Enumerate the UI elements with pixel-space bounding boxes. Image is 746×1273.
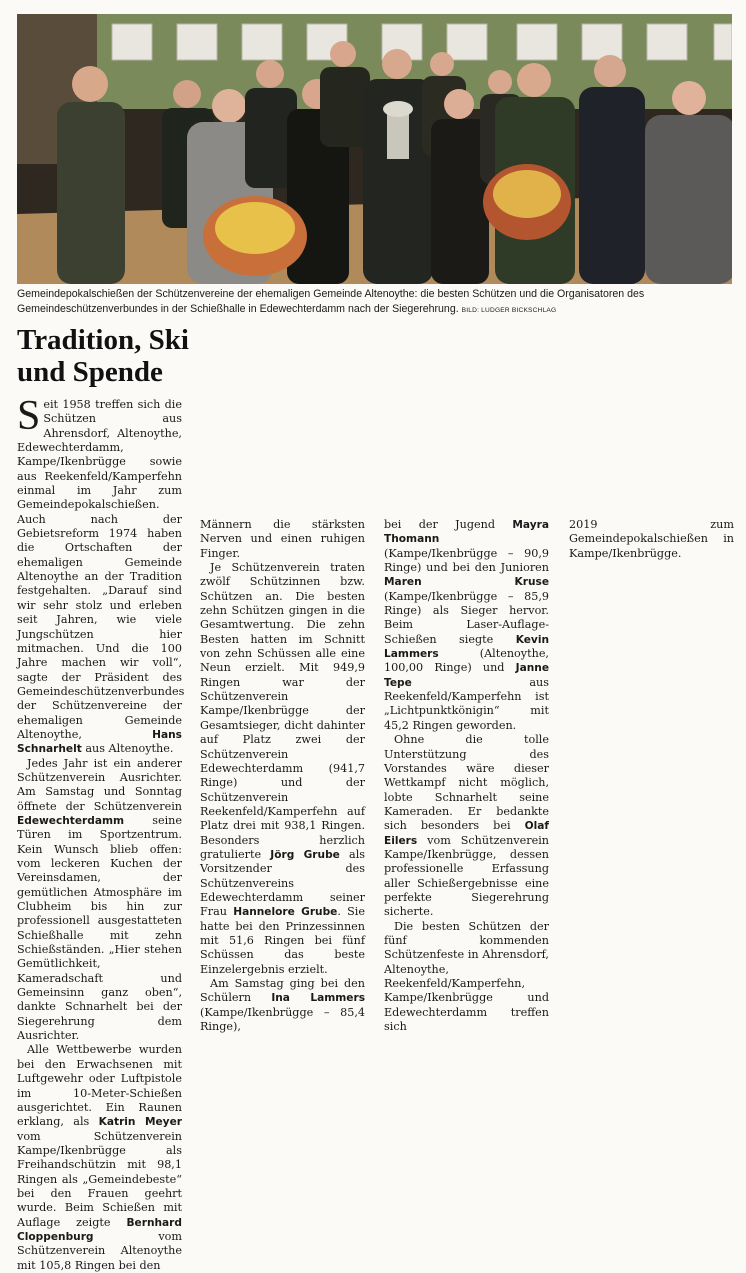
- paragraph: [384, 733, 549, 919]
- text-run: eit 1958 treffen sich die Schützen aus Ahrensdorf, Altenoythe, Edewechterdamm, Kampe/Ikenbrügge sowie aus Reekenfeld/Kamperfehn einmal im Jahr zum Gemeindepokalschießen. Auch nach der Gebietsreform 1974 haben die Ortschaften der ehemaligen Gemeinde Altenoythe an der Tradition festgehalten. „Darauf sind wir sehr stolz und erleben seit Jahren, wie viele Jungschützen hier mitmachen. Und die 100 Jahre machen wir voll“, sagte der Präsident des Gemeindeschützenverbundes der Schützenvereine der ehemaligen Gemeinde Altenoythe,: [17, 398, 185, 741]
- person-name: Hans Schnarhelt: [17, 728, 182, 756]
- text-run: seine Türen im Sportzentrum. Kein Wunsch blieb offen: vom leckeren Kuchen der Vereinsdamen, der gemütlichen Atmosphäre im Clubheim bis hin zur professionell ausgestatteten Schießhalle mit zehn Schießständen. „Hier stehen Gemütlichkeit, Kameradschaft und Gemeinsinn ganz oben“, dankte Schnarhelt bei der Siegerehrung dem Ausrichter.: [17, 813, 182, 1043]
- text-run: Männern die stärksten Nerven und einen ruhigen Finger.: [200, 518, 365, 560]
- person-name: Hannelore Grube: [233, 906, 338, 919]
- paragraph: [17, 1043, 182, 1273]
- person-name: Janne Tepe: [384, 662, 549, 689]
- text-run: Am Samstag ging bei den Schülern: [200, 977, 365, 1005]
- article-column-1: [17, 393, 185, 1273]
- article-column-3: [384, 518, 549, 1034]
- paragraph: [384, 518, 549, 733]
- drop-cap: S: [17, 393, 41, 439]
- group-photo: [17, 14, 732, 284]
- paragraph: [569, 518, 734, 561]
- person-name: Katrin Meyer: [98, 1116, 182, 1129]
- article-column-2: [200, 518, 365, 1034]
- text-run: Jedes Jahr ist ein anderer Schützenverein Ausrichter. Am Samstag und Sonntag öffnete der Schützenverein: [17, 756, 182, 813]
- text-run: Je Schützenverein traten zwölf Schützinnen bzw. Schützen an. Die besten zehn Schützen gingen in die Gesamtwertung. Die zehn Besten hatten im Schnitt von zehn Schüssen alle eine Neun erzielt. Mit 949,9 Ringen war der Schützenverein Kampe/Ikenbrügge der Gesamtsieger, dicht dahinter auf Platz zwei der Schützenverein Edewechterdamm (941,7 Ringe) und der Schützenverein Reekenfeld/Kamperfehn auf Platz drei mit 938,1 Ringen. Besonders herzlich gratulierte: [200, 561, 365, 861]
- person-name: Olaf Eilers: [384, 820, 549, 847]
- text-run: als Vorsitzender des Schützenvereins Edewechterdamm seiner Frau: [200, 847, 366, 919]
- text-run: (Kampe/Ikenbrügge – 90,9 Ringe) und bei den Junioren: [384, 546, 549, 575]
- caption-text: Gemeindepokalschießen der Schützenvereine der ehemaligen Gemeinde Altenoythe: die besten Schützen und die Organisatoren des Gemeindeschützenverbundes in der Schießhalle in Edewechterdamm nach der Siegerehrung.: [17, 288, 645, 315]
- paragraph: [200, 977, 365, 1034]
- text-run: Die besten Schützen der fünf kommenden Schützenfeste in Ahrensdorf, Altenoythe, Reekenfeld/Kamperfehn, Kampe/Ikenbrügge und Edewechterdamm treffen sich: [384, 919, 549, 1034]
- club-name: Edewechterdamm: [17, 814, 125, 827]
- paragraph: [17, 393, 185, 757]
- text-run: 2019 zum Gemeindepokalschießen in Kampe/Ikenbrügge.: [569, 518, 734, 560]
- text-run: vom Schützenverein Kampe/Ikenbrügge, dessen professionelle Erfassung aller Schießergebnisse eine perfekte Siegerehrung sicherte.: [384, 833, 549, 919]
- text-run: (Kampe/Ikenbrügge – 85,9 Ringe) als Sieger hervor. Beim Laser-Auflage-Schießen siegte: [384, 589, 549, 646]
- person-name: Mayra Thomann: [384, 519, 549, 546]
- person-name: Jörg Grube: [270, 848, 340, 861]
- text-run: (Kampe/Ikenbrügge – 85,4 Ringe),: [200, 1005, 365, 1034]
- article-column-4: [569, 518, 734, 561]
- person-name: Bernhard Cloppenburg: [17, 1216, 182, 1243]
- person-name: Kevin Lammers: [384, 633, 549, 661]
- photo-caption: [17, 287, 735, 318]
- paragraph: [200, 561, 365, 977]
- text-run: vom Schützenverein Kampe/Ikenbrügge als Freihandschützin mit 98,1 Ringen als „Gemeindebeste“ bei den Frauen geehrt wurde. Beim Schießen mit Auflage zeigte: [17, 1129, 182, 1229]
- person-name: Ina Lammers: [271, 992, 366, 1005]
- text-run: Alle Wettbewerbe wurden bei den Erwachsenen mit Luftgewehr oder Luftpistole im 10-Meter-Schießen ausgerichtet. Ein Raunen erklang, als: [17, 1043, 182, 1129]
- paragraph: [200, 518, 365, 561]
- article-headline: Tradition, Ski und Spende: [17, 324, 189, 388]
- text-run: . Sie hatte bei den Prinzessinnen mit 51,6 Ringen bei fünf Schüssen das beste Einzelergebnis erzielt.: [200, 905, 365, 976]
- text-run: aus Altenoythe.: [81, 742, 174, 756]
- photo-credit: BILD: LUDGER BICKSCHLAG: [461, 307, 557, 314]
- text-run: (Altenoythe, 100,00 Ringe) und: [384, 647, 549, 675]
- text-run: bei der Jugend: [384, 518, 495, 531]
- text-run: vom Schützenverein Altenoythe mit 105,8 Ringen bei den: [17, 1229, 182, 1272]
- text-run: aus Reekenfeld/Kamperfehn ist „Lichtpunktkönigin“ mit 45,2 Ringen geworden.: [384, 675, 549, 732]
- paragraph: [384, 920, 549, 1035]
- paragraph: [17, 757, 182, 1044]
- text-run: Ohne die tolle Unterstützung des Vorstandes wäre dieser Wettkampf nicht möglich, lobte Schnarhelt seine Kameraden. Er bedankte sich besonders bei: [384, 733, 549, 833]
- person-name: Maren Kruse: [384, 576, 549, 589]
